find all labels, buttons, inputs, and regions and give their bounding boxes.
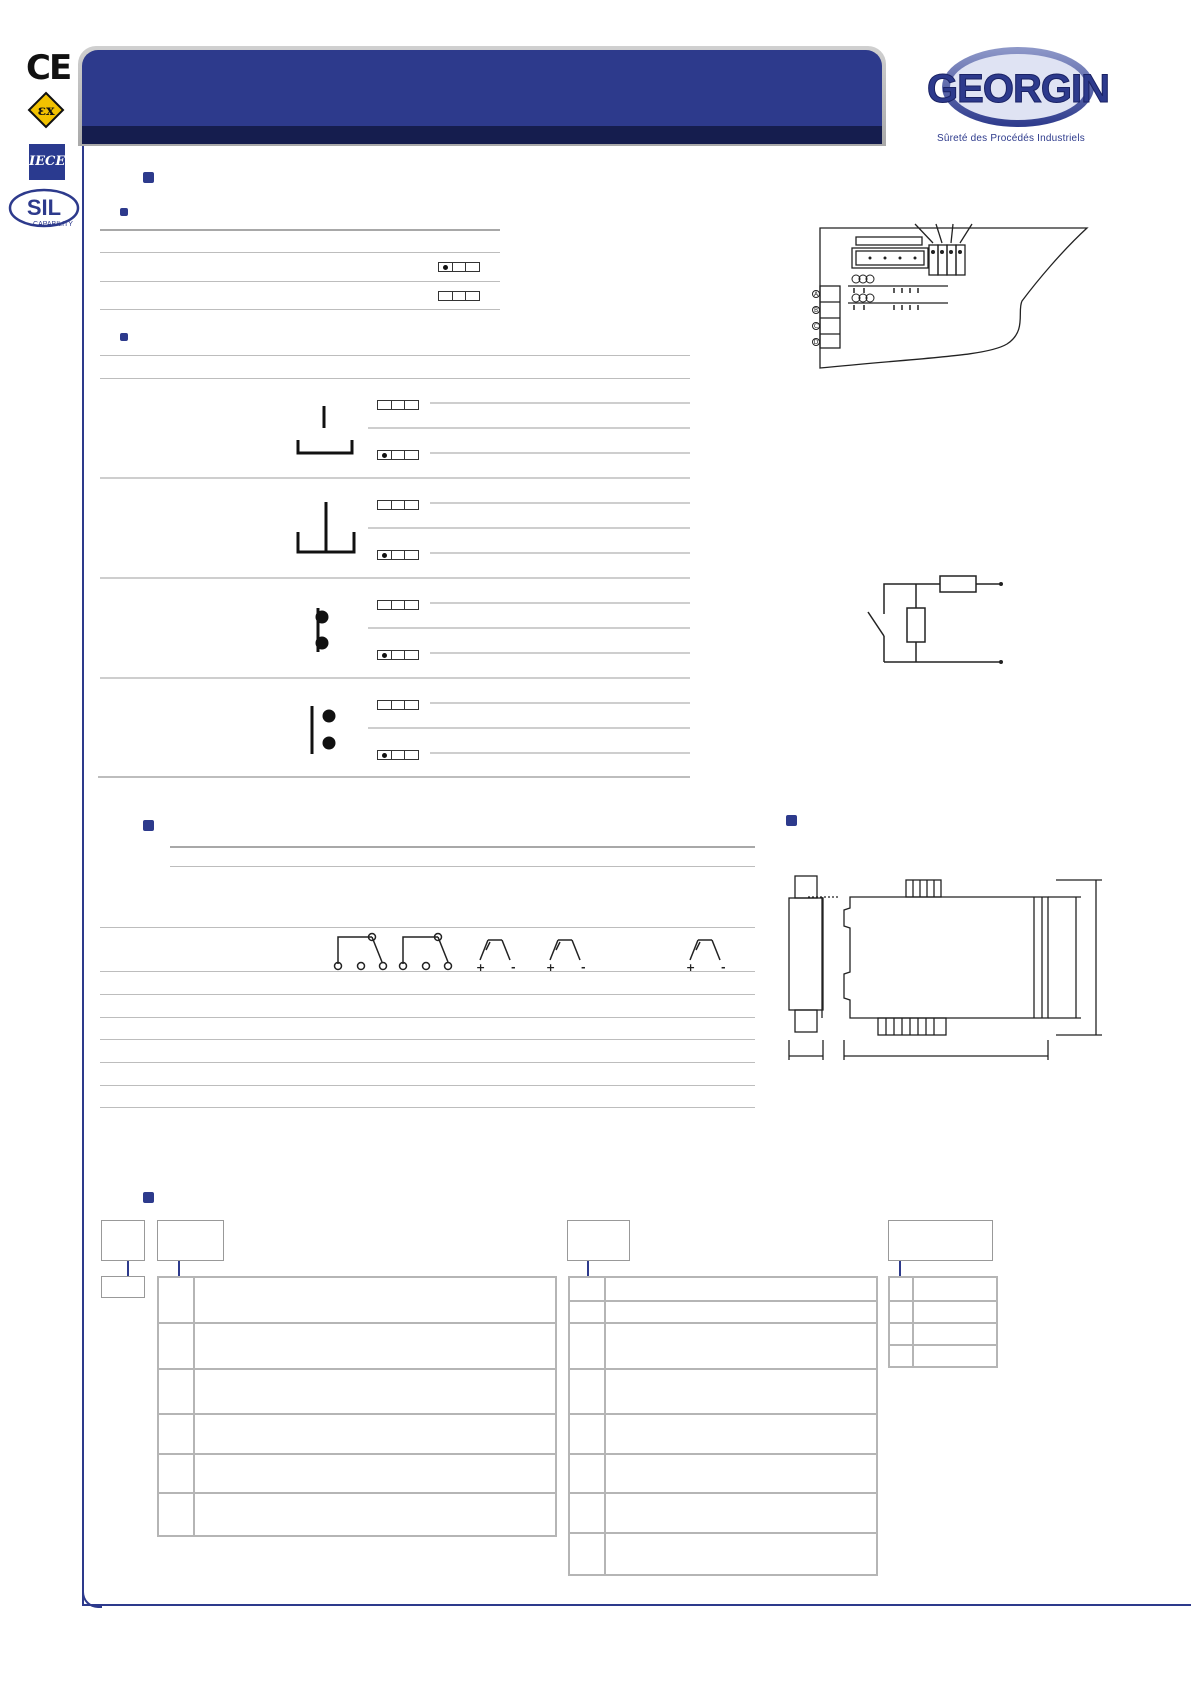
config-table-graphics <box>96 378 696 778</box>
jumper-block <box>377 400 419 410</box>
polarity-label: + <box>546 961 556 974</box>
order-option-table <box>568 1276 878 1576</box>
order-connector <box>587 1261 589 1276</box>
table-rule <box>100 1017 755 1018</box>
table-rule <box>100 1062 755 1063</box>
iecex-mark: IECEx <box>29 144 65 180</box>
polarity-label: + <box>476 961 486 974</box>
table-rule <box>100 1085 755 1086</box>
subsection-bullet <box>120 333 128 341</box>
sil-sub-text: CAPABILITY <box>33 221 73 228</box>
brand-tagline: Sûreté des Procédés Industriels <box>937 133 1085 144</box>
table-rule <box>100 1107 755 1108</box>
section-bullet <box>143 1192 154 1203</box>
atex-icon <box>28 92 64 133</box>
table-rule <box>100 281 500 282</box>
order-option-table <box>157 1276 557 1537</box>
section-bullet <box>786 815 797 826</box>
polarity-label: - <box>581 961 586 974</box>
jumper-block <box>377 600 419 610</box>
terminal-label: B <box>813 307 819 314</box>
table-rule <box>170 866 755 867</box>
jumper-block <box>377 650 419 660</box>
polarity-label: - <box>721 961 726 974</box>
jumper-block <box>377 750 419 760</box>
table-rule <box>100 994 755 995</box>
order-option-table <box>888 1276 998 1368</box>
order-code-box <box>567 1220 630 1261</box>
table-rule <box>100 1039 755 1040</box>
jumper-block <box>377 700 419 710</box>
section-bullet <box>143 172 154 183</box>
sil-mark-text: SIL <box>26 195 62 220</box>
atex-mark-text: εx <box>37 103 55 119</box>
table-rule <box>100 927 755 928</box>
table-rule <box>170 846 755 848</box>
header-band <box>82 50 882 128</box>
table-rule <box>100 309 500 310</box>
order-connector <box>178 1261 180 1276</box>
sil-icon <box>8 188 80 235</box>
jumper-block <box>438 262 480 272</box>
page-frame-left <box>82 146 84 1606</box>
order-code-box <box>101 1220 145 1261</box>
polarity-label: - <box>511 961 516 974</box>
order-code-box <box>888 1220 993 1261</box>
subsection-bullet <box>120 208 128 216</box>
order-value-box <box>101 1276 145 1298</box>
order-connector <box>899 1261 901 1276</box>
table-rule <box>100 229 500 231</box>
terminal-label: C <box>813 323 819 330</box>
dimension-drawing <box>786 870 1116 1070</box>
page-frame-bottom <box>82 1604 1191 1606</box>
logo-wordmark: GEORGIN <box>927 67 1109 111</box>
order-code-box <box>157 1220 224 1261</box>
header-band-dark-strip <box>82 126 882 144</box>
jumper-block <box>377 500 419 510</box>
section-bullet <box>143 820 154 831</box>
terminal-label: D <box>813 339 819 346</box>
terminal-label: A <box>813 291 819 298</box>
polarity-label: + <box>686 961 696 974</box>
table-rule <box>100 252 500 253</box>
jumper-block <box>377 550 419 560</box>
jumper-block <box>438 291 480 301</box>
table-rule <box>100 355 690 356</box>
output-contact-symbols <box>330 930 730 974</box>
jumper-block <box>377 450 419 460</box>
circuit-schematic <box>860 570 1010 670</box>
ce-mark: CE <box>26 48 71 88</box>
georgin-logo <box>927 44 1109 135</box>
order-connector <box>127 1261 129 1276</box>
pcb-layout-diagram <box>812 216 1092 376</box>
